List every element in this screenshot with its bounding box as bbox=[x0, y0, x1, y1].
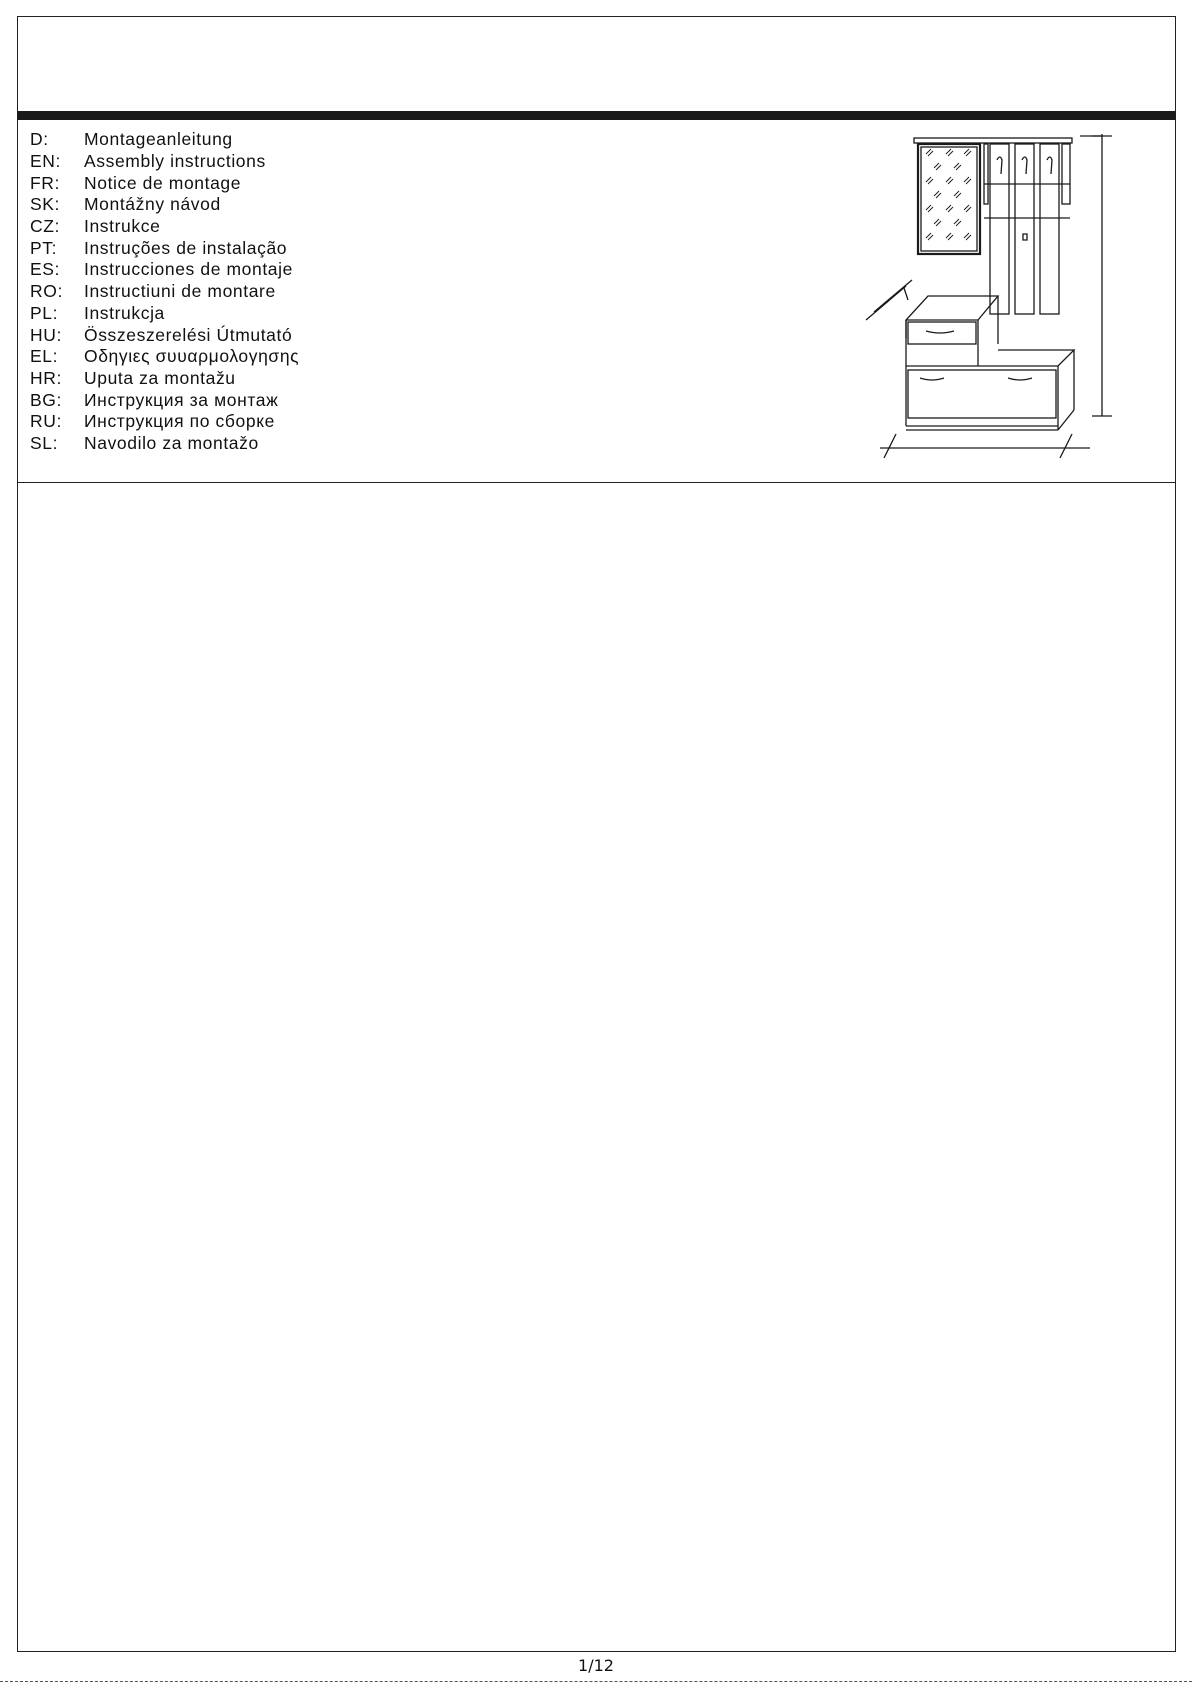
language-title: Инструкция по сборке bbox=[84, 411, 275, 432]
language-title: Assembly instructions bbox=[84, 151, 266, 172]
language-list bbox=[30, 129, 299, 454]
mirror-icon bbox=[918, 144, 980, 254]
language-code: SK: bbox=[30, 194, 61, 215]
language-code: SL: bbox=[30, 432, 59, 453]
language-code: RU: bbox=[30, 411, 62, 432]
coat-rack-icon bbox=[984, 144, 1070, 314]
language-code: HR: bbox=[30, 367, 62, 388]
language-item-el bbox=[30, 346, 299, 368]
language-code: HU: bbox=[30, 324, 62, 345]
page-bottom-border bbox=[0, 1681, 1192, 1682]
language-title: Navodilo za montažo bbox=[84, 432, 259, 453]
language-item-hu bbox=[30, 324, 299, 346]
language-code: RO: bbox=[30, 281, 63, 302]
language-item-en bbox=[30, 151, 299, 173]
language-title: Uputa za montažu bbox=[84, 367, 236, 388]
language-item-es bbox=[30, 259, 299, 281]
language-item-sk bbox=[30, 194, 299, 216]
language-code: EL: bbox=[30, 346, 59, 367]
language-title: Instrucciones de montaje bbox=[84, 259, 293, 280]
language-item-sl bbox=[30, 433, 299, 455]
page-number: 1/12 bbox=[578, 1656, 614, 1675]
section-divider bbox=[17, 482, 1176, 483]
language-title: Instructiuni de montare bbox=[84, 281, 276, 302]
language-title: Οδηγιες συυαρμολογησης bbox=[84, 346, 300, 367]
language-code: EN: bbox=[30, 151, 61, 172]
language-title: Notice de montage bbox=[84, 172, 242, 193]
language-code: CZ: bbox=[30, 216, 60, 237]
furniture-illustration bbox=[860, 128, 1120, 468]
language-code: D: bbox=[30, 129, 49, 150]
language-code: FR: bbox=[30, 172, 60, 193]
language-item-pt bbox=[30, 237, 299, 259]
language-item-cz bbox=[30, 216, 299, 238]
language-item-de bbox=[30, 129, 299, 151]
language-title: Összeszerelési Útmutató bbox=[84, 324, 293, 345]
language-code: BG: bbox=[30, 389, 62, 410]
language-item-bg bbox=[30, 389, 299, 411]
language-code: ES: bbox=[30, 259, 61, 280]
language-item-ru bbox=[30, 411, 299, 433]
language-title: Instruções de instalação bbox=[84, 237, 288, 258]
language-title: Инструкция за монтаж bbox=[84, 389, 279, 410]
language-title: Instrukce bbox=[84, 216, 161, 237]
language-item-fr bbox=[30, 172, 299, 194]
language-code: PL: bbox=[30, 302, 59, 323]
language-item-pl bbox=[30, 303, 299, 325]
language-title: Montážny návod bbox=[84, 194, 221, 215]
language-code: PT: bbox=[30, 237, 58, 258]
cabinet-icon bbox=[906, 296, 1074, 430]
language-item-hr bbox=[30, 368, 299, 390]
language-title: Instrukcja bbox=[84, 302, 165, 323]
language-title: Montageanleitung bbox=[84, 129, 233, 150]
language-item-ro bbox=[30, 281, 299, 303]
header-rule bbox=[17, 111, 1176, 120]
